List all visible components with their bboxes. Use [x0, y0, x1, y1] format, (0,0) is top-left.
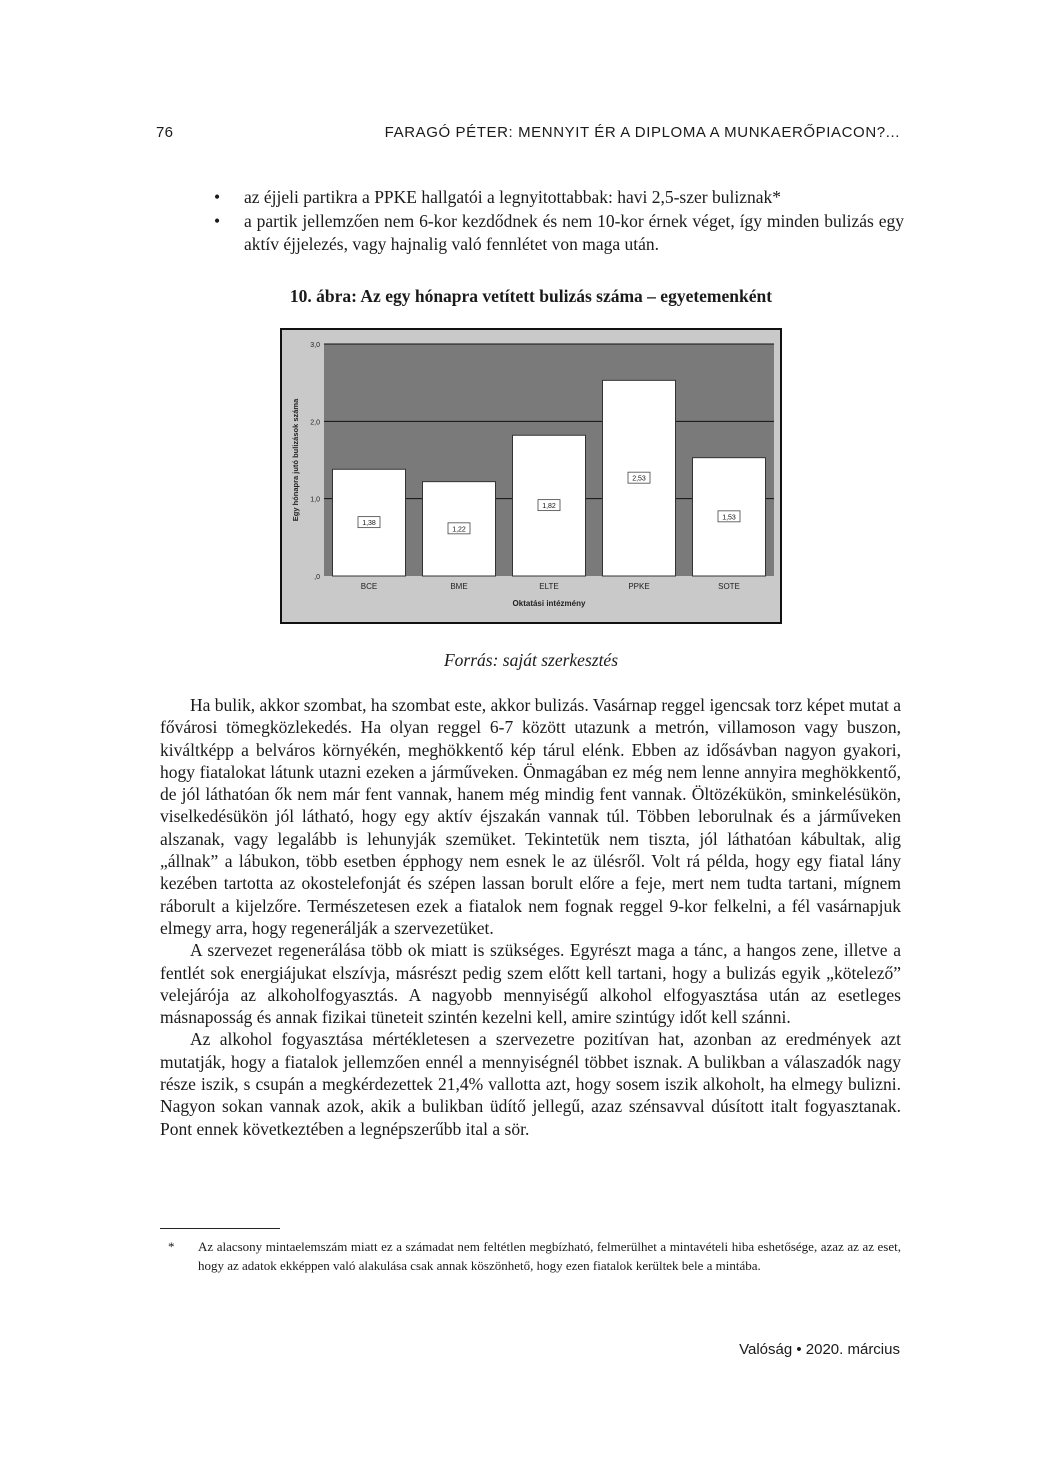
- bullet-item: • a partik jellemzően nem 6-kor kezdődnek és nem 10-kor érnek véget, így minden bulizás egy aktív éjjelezés, vagy hajnalig való fennlétet von maga után.: [214, 210, 904, 257]
- figure-caption: 10. ábra: Az egy hónapra vetített bulizás száma – egyetemenként: [289, 286, 773, 306]
- page-number: 76: [156, 124, 174, 141]
- paragraph: Az alkohol fogyasztása mértékletesen a szervezetre pozitívan hat, azonban az eredmények azt mutatják, hogy a fiatalok jellemzően ennél a mennyiségnél többet isznak. A bulikban a válaszadók nagy része iszik, s csupán a megkérdezettek 21,4% vallotta azt, hogy sosem iszik alkoholt, ha elmegy bulizni. Nagyon sokan vannak azok, akik a bulikban üdítő jellegű, azaz szénsavval dúsított italt fogyasztanak. Pont ennek következtében a legnépszerűbb ital a sör.: [160, 1029, 901, 1139]
- x-tick-label: ELTE: [539, 582, 559, 591]
- bullet-list: [214, 186, 904, 257]
- bar-chart: [280, 328, 782, 624]
- footnote-mark: *: [168, 1239, 175, 1254]
- data-label: 1,22: [452, 526, 466, 534]
- data-label: 1,38: [362, 520, 376, 528]
- data-label: 1,53: [722, 514, 736, 522]
- x-tick-label: BCE: [360, 582, 378, 591]
- y-tick-label: 2,0: [310, 419, 320, 427]
- y-tick-label: 3,0: [310, 342, 320, 349]
- data-label: 2,53: [632, 475, 646, 483]
- figure-source: Forrás: saját szerkesztés: [443, 650, 619, 670]
- paragraph: A szervezet regenerálása több ok miatt is szükséges. Egyrészt maga a tánc, a hangos zene, illetve a fentlét sok energiájukat elszívja, másrészt pedig szem előtt kell tartani, hogy a bulizás egyik „kötelező” velejárója az alkoholfogyasztás. A nagyobb mennyiségű alkohol elfogyasztása után az esetleges másnaposság és annak fizikai tüneteit szintén kezelni kell, amire szintúgy időt kell szánni.: [160, 940, 901, 1028]
- footnote-rule: [160, 1228, 280, 1229]
- x-tick-label: SOTE: [718, 582, 740, 591]
- footnote-text: Az alacsony mintaelemszám miatt ez a számadat nem feltétlen megbízható, felmerülhet a mintavételi hiba eshetősége, azaz az az eset, hogy az adatok ekképpen való alakulása csak annak köszönhető, hogy ezen fiatalok kerültek bele a mintába.: [198, 1239, 901, 1273]
- body-text: [160, 694, 901, 1140]
- chart-svg: [282, 330, 780, 622]
- y-tick-label: ,0: [314, 574, 320, 581]
- x-axis-title: Oktatási intézmény: [512, 599, 586, 608]
- x-tick-label: PPKE: [628, 582, 650, 591]
- paragraph: Ha bulik, akkor szombat, ha szombat este, akkor bulizás. Vasárnap reggel igencsak torz képet mutat a fővárosi tömegközlekedés. Ha olyan reggel 6-7 között utazunk a metrón, villamoson vagy buszon, kiváltképp a belváros környékén, meghökkentő kép tárul elénk. Ebben az idősávban nagyon gyakori, hogy fiatalokat látunk utazni ezeken a járműveken. Önmagában ez még nem lenne annyira meghökkentő, de jól láthatóan ők nem már fent vannak, hanem még mindig fent vannak. Öltözékükön, sminkelésükön, viselkedésükön jól látható, hogy egy aktív éjszakán vannak túl. Többen leborulnak és a járműveken alszanak, vagy legalább is lehunyják szemüket. Tekintetük nem tiszta, jól láthatóan kábultak, alig „állnak” a lábukon, több esetben épphogy nem esnek le az ülésről. Volt rá példa, hogy egy fiatal lány kezében tartotta az okostelefonját és szépen lassan borult előre a feje, mert nem tudta tartani, mígnem ráborult a kijelzőre. Természetesen ezek a fiatalok nem fognak reggel 9-kor felkelni, a fél vasárnapjuk elmegy arra, hogy regenerálják a szervezetüket.: [160, 695, 901, 938]
- running-header: FARAGÓ PÉTER: MENNYIT ÉR A DIPLOMA A MUNKAERŐPIACON?...: [384, 124, 900, 141]
- issue-footer: Valóság • 2020. március: [739, 1341, 900, 1358]
- data-label: 1,82: [542, 503, 556, 511]
- x-tick-label: BME: [450, 582, 468, 591]
- footnote: [160, 1237, 901, 1275]
- y-tick-label: 1,0: [310, 496, 320, 504]
- bullet-item: • az éjjeli partikra a PPKE hallgatói a legnyitottabbak: havi 2,5-szer buliznak*: [214, 186, 904, 210]
- y-axis-title: Egy hónapra jutó bulizások száma: [291, 398, 300, 522]
